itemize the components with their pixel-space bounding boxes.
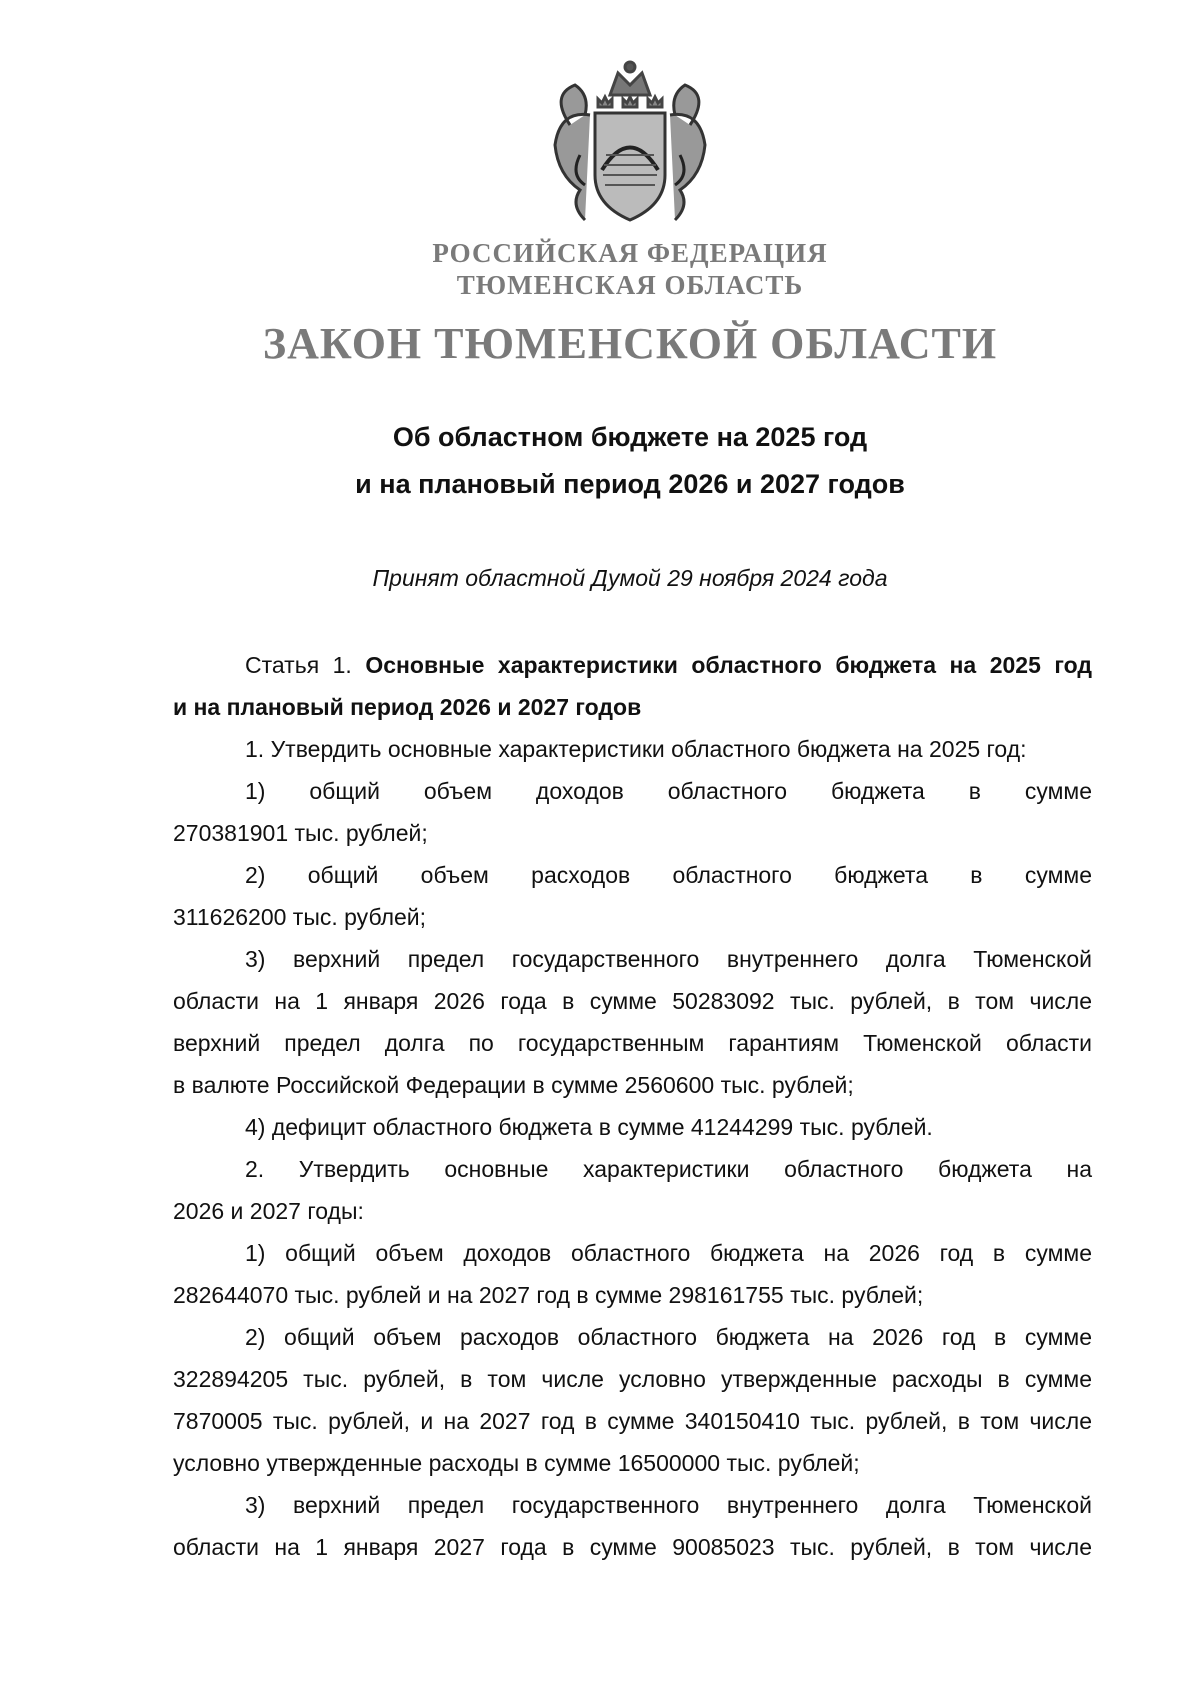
paragraph-line: 2) общий объем расходов областного бюджета на 2026 год в сумме	[245, 1324, 1092, 1350]
paragraph-line: 322894205 тыс. рублей, в том числе условно утвержденные расходы в сумме	[173, 1366, 1092, 1392]
paragraph-line: 2026 и 2027 годы:	[173, 1198, 364, 1224]
header-region: ТЮМЕНСКАЯ ОБЛАСТЬ	[456, 270, 804, 300]
document-title-line-1: Об областном бюджете на 2025 год	[392, 422, 868, 452]
tyumen-coat-of-arms-icon	[540, 55, 720, 230]
article-heading-1: Основные характеристики областного бюджета на 2025 год	[365, 652, 1092, 678]
article-heading-2: и на плановый период 2026 и 2027 годов	[173, 694, 642, 720]
paragraph-line: 7870005 тыс. рублей, и на 2027 год в сумме 340150410 тыс. рублей, в том числе	[173, 1408, 1092, 1434]
paragraph-line: 1) общий объем доходов областного бюджета на 2026 год в сумме	[245, 1240, 1092, 1266]
document-title-line-2: и на плановый период 2026 и 2027 годов	[355, 469, 905, 499]
article-heading-line-1	[173, 650, 1092, 680]
paragraph-line: условно утвержденные расходы в сумме 16500000 тыс. рублей;	[173, 1450, 860, 1476]
article-prefix: Статья 1.	[245, 652, 352, 678]
paragraph-line: 2. Утвердить основные характеристики областного бюджета на	[245, 1156, 1092, 1182]
adoption-note: Принят областной Думой 29 ноября 2024 года	[372, 565, 888, 591]
paragraph-line: 311626200 тыс. рублей;	[173, 904, 427, 930]
paragraph-line: 3) верхний предел государственного внутреннего долга Тюменской	[245, 946, 1092, 972]
paragraph-line: в валюте Российской Федерации в сумме 2560600 тыс. рублей;	[173, 1072, 854, 1098]
paragraph-line: верхний предел долга по государственным гарантиям Тюменской области	[173, 1030, 1092, 1056]
paragraph-line: 270381901 тыс. рублей;	[173, 820, 428, 846]
paragraph-line: 1. Утвердить основные характеристики областного бюджета на 2025 год:	[245, 736, 1027, 762]
article-heading-line-2	[173, 692, 1092, 722]
paragraph-line: 3) верхний предел государственного внутреннего долга Тюменской	[245, 1492, 1092, 1518]
paragraph-line: 282644070 тыс. рублей и на 2027 год в сумме 298161755 тыс. рублей;	[173, 1282, 924, 1308]
paragraph-line: области на 1 января 2027 года в сумме 90085023 тыс. рублей, в том числе	[173, 1534, 1092, 1560]
header-country: РОССИЙСКАЯ ФЕДЕРАЦИЯ	[432, 238, 828, 268]
header-doc-type: ЗАКОН ТЮМЕНСКОЙ ОБЛАСТИ	[262, 319, 998, 368]
paragraph-line: 4) дефицит областного бюджета в сумме 41244299 тыс. рублей.	[245, 1114, 933, 1140]
paragraph-line: 1) общий объем доходов областного бюджета в сумме	[245, 778, 1092, 804]
paragraph-line: области на 1 января 2026 года в сумме 50283092 тыс. рублей, в том числе	[173, 988, 1092, 1014]
paragraph-line: 2) общий объем расходов областного бюджета в сумме	[245, 862, 1092, 888]
